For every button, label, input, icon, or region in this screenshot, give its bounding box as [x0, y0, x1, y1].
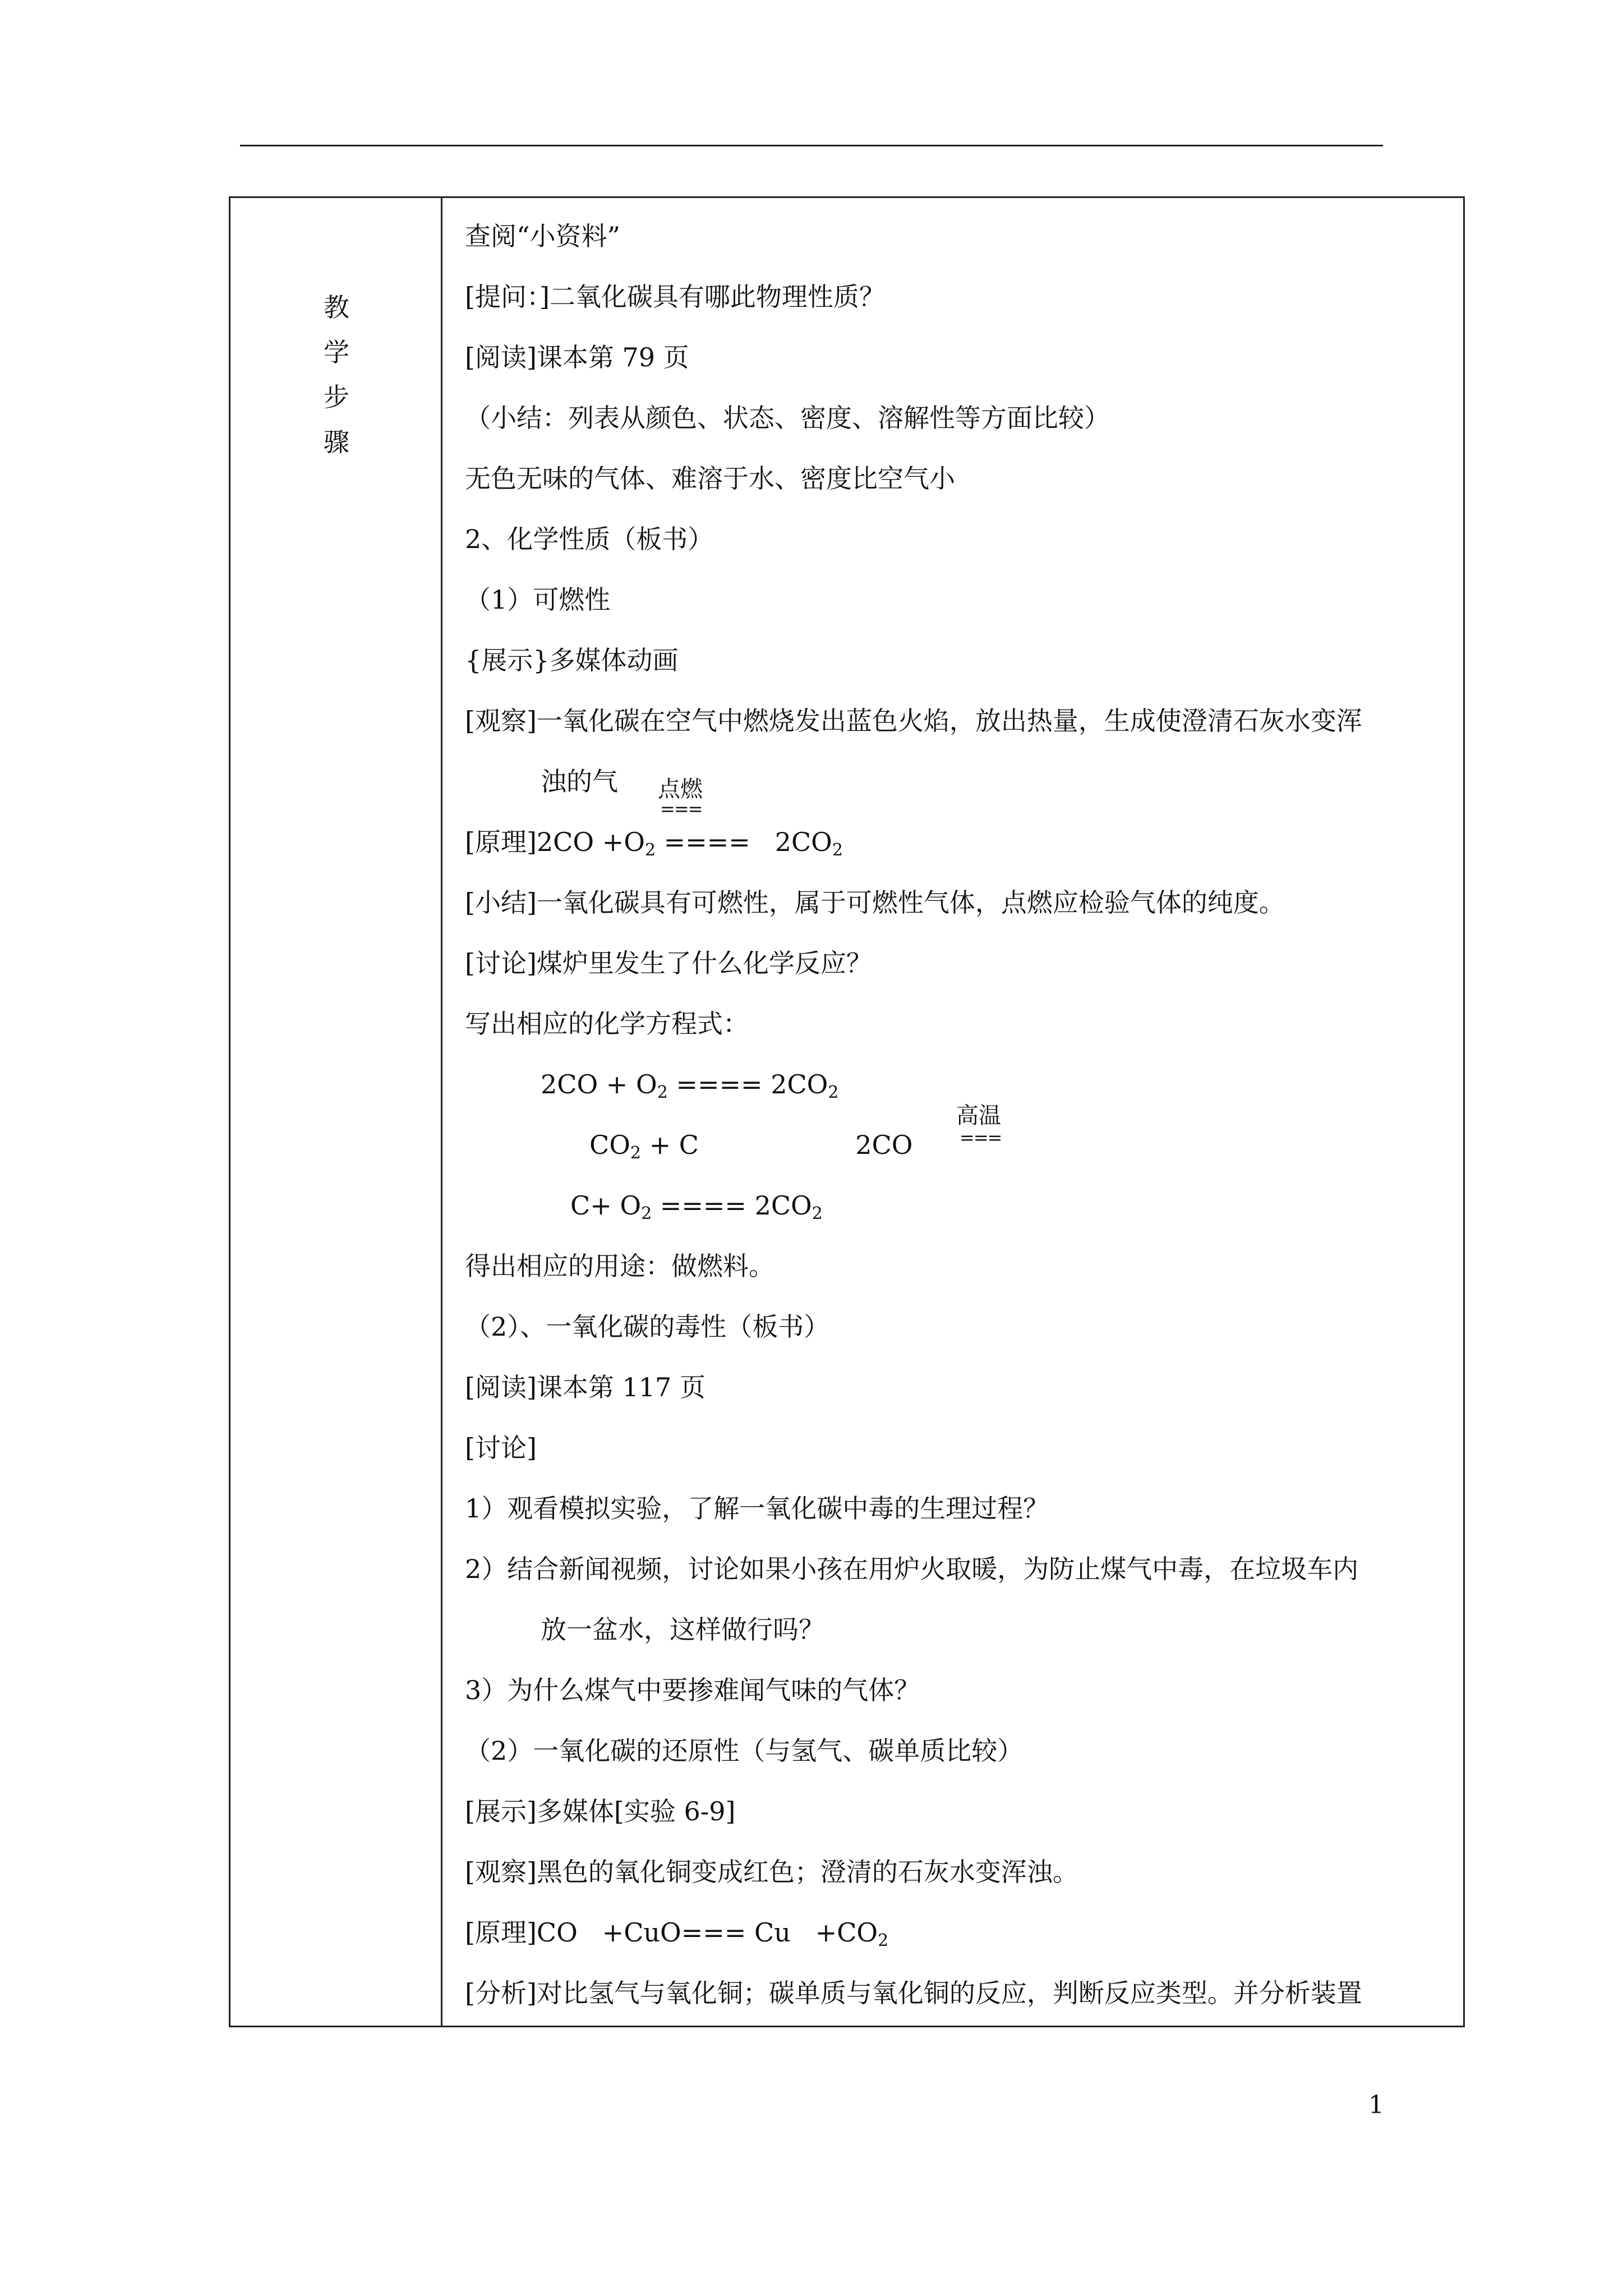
subscript: 2 — [657, 1083, 668, 1102]
subscript: 2 — [644, 840, 656, 860]
text-line: （1）可燃性 — [465, 585, 611, 615]
equation-part: C+ O — [570, 1190, 642, 1221]
text-line: [分析]对比氢气与氧化铜；碳单质与氧化铜的反应，判断反应类型。并分析装置 — [465, 1978, 1362, 2008]
reaction-condition: 点燃 — [658, 776, 703, 802]
text-line: （2）一氧化碳的还原性（与氢气、碳单质比较） — [465, 1736, 1023, 1766]
equation-part: ==== 2CO — [652, 1190, 812, 1221]
text-line: [阅读]课本第 117 页 — [465, 1372, 706, 1402]
subscript: 2 — [878, 1931, 889, 1950]
equation-part: CO — [589, 1130, 630, 1160]
text-line: 无色无味的气体、难溶于水、密度比空气小 — [465, 463, 955, 494]
label-char: 骤 — [324, 427, 349, 457]
text-line: 写出相应的化学方程式： — [465, 1009, 749, 1039]
label-char: 步 — [324, 382, 349, 412]
section-label — [230, 285, 442, 464]
text-line: 2、化学性质（板书） — [465, 524, 714, 554]
condition-bar: === — [660, 798, 702, 820]
text-line: 浊的气 — [541, 766, 618, 797]
equation-product: 2CO — [855, 1130, 913, 1160]
equation-line — [465, 825, 1452, 859]
content-cell — [442, 198, 1463, 2026]
equation-product: 2CO — [774, 827, 832, 857]
text-line: （小结：列表从颜色、状态、密度、溶解性等方面比较） — [465, 403, 1110, 433]
text-line: [讨论] — [465, 1433, 537, 1463]
lesson-table — [229, 196, 1465, 2027]
text-line: 2）结合新闻视频，讨论如果小孩在用炉火取暖，为防止煤气中毒，在垃圾车内 — [465, 1554, 1359, 1584]
section-label-cell — [230, 198, 442, 2026]
text-line: 查阅“小资料” — [465, 221, 621, 251]
subscript: 2 — [630, 1143, 642, 1163]
text-line: （2）、一氧化碳的毒性（板书） — [465, 1312, 830, 1342]
label-char: 学 — [324, 337, 349, 367]
equation-line — [541, 1068, 1452, 1101]
equation-line — [589, 1128, 1452, 1162]
text-line: 得出相应的用途：做燃料。 — [465, 1251, 774, 1281]
subscript: 2 — [828, 1083, 839, 1102]
text-line: {展示}多媒体动画 — [465, 645, 679, 675]
condition-bar: === — [960, 1127, 1002, 1148]
subscript: 2 — [811, 1204, 823, 1223]
equation-part: + C — [641, 1130, 699, 1160]
label-char: 教 — [324, 292, 349, 323]
page-number: 1 — [1368, 2091, 1384, 2119]
text-line: [观察]黑色的氧化铜变成红色；澄清的石灰水变浑浊。 — [465, 1857, 1078, 1887]
equation-reactants: [原理]2CO +O — [465, 827, 645, 857]
text-line: [小结]一氧化碳具有可燃性，属于可燃性气体，点燃应检验气体的纯度。 — [465, 887, 1285, 918]
reaction-condition: 高温 — [956, 1103, 1001, 1129]
equation-line — [570, 1189, 1452, 1222]
text-line: [提问：]二氧化碳具有哪此物理性质？ — [465, 282, 885, 312]
equation-part: [原理]CO +CuO=== Cu +CO — [465, 1917, 878, 1948]
text-line: [展示]多媒体[实验 6-9] — [465, 1796, 736, 1826]
text-line: [讨论]煤炉里发生了什么化学反应？ — [465, 948, 872, 978]
text-line: 1）观看模拟实验，了解一氧化碳中毒的生理过程？ — [465, 1493, 1049, 1524]
subscript: 2 — [832, 840, 843, 860]
text-line: [阅读]课本第 79 页 — [465, 342, 689, 372]
equation-part: 2CO + O — [541, 1069, 657, 1099]
equation-line — [465, 1916, 1452, 1949]
equation-part: ==== 2CO — [667, 1069, 828, 1099]
equation-arrow: ==== — [663, 827, 750, 857]
text-line: 3）为什么煤气中要掺难闻气味的气体？ — [465, 1675, 920, 1705]
text-line: 放一盆水，这样做行吗？ — [541, 1614, 824, 1645]
header-rule — [240, 145, 1383, 146]
text-line: [观察]一氧化碳在空气中燃烧发出蓝色火焰，放出热量，生成使澄清石灰水变浑 — [465, 706, 1362, 736]
subscript: 2 — [641, 1204, 652, 1223]
